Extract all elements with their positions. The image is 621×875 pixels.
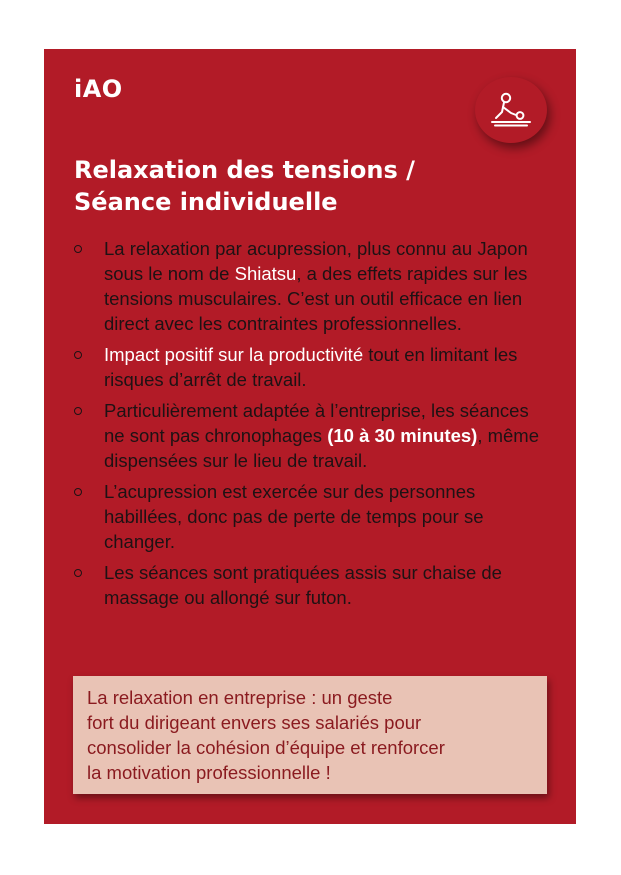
- massage-badge: [475, 77, 547, 143]
- bullet-text: , a des effets rapides sur les tensions musculaires. C’est un outil efficace en lien direct avec les contraintes professionnelles.: [104, 263, 528, 334]
- bullet-icon: [74, 245, 82, 253]
- bullet-icon: [74, 488, 82, 496]
- bullet-text: L’acupression est exercée sur des personnes habillées, donc pas de perte de temps pour se changer.: [104, 481, 484, 552]
- bullet-icon: [74, 351, 82, 359]
- list-item: [74, 342, 544, 392]
- bullet-icon: [74, 569, 82, 577]
- bullet-text: Particulièrement adaptée à l’entreprise, les séances ne sont pas chronophages: [104, 400, 529, 446]
- bullet-text: , même dispensées sur le lieu de travail.: [104, 425, 540, 471]
- list-item: [74, 236, 544, 336]
- benefits-list: [74, 236, 544, 616]
- info-card: [44, 49, 576, 824]
- list-item: [74, 479, 544, 554]
- bullet-text: La relaxation par acupression, plus connu au Japon sous le nom de: [104, 238, 528, 284]
- callout-line: La relaxation en entreprise : un geste: [87, 687, 393, 708]
- page-title: [74, 154, 514, 218]
- list-item: [74, 398, 544, 473]
- title-line-1: Relaxation des tensions /: [74, 156, 415, 184]
- massage-icon: [489, 92, 533, 128]
- bullet-icon: [74, 407, 82, 415]
- brand-logo: iAO: [74, 75, 123, 103]
- callout-box: [73, 676, 547, 794]
- bullet-highlight: Shiatsu: [234, 263, 297, 284]
- callout-text: [87, 685, 542, 785]
- callout-line: fort du dirigeant envers ses salariés pour: [87, 712, 422, 733]
- callout-line: la motivation professionnelle !: [87, 762, 331, 783]
- bullet-highlight: Impact positif sur la productivité: [104, 344, 364, 365]
- bullet-text: tout en limitant les risques d’arrêt de travail.: [104, 344, 518, 390]
- bullet-text: Les séances sont pratiquées assis sur chaise de massage ou allongé sur futon.: [104, 562, 502, 608]
- title-line-2: Séance individuelle: [74, 188, 338, 216]
- callout-line: consolider la cohésion d’équipe et renforcer: [87, 737, 445, 758]
- list-item: [74, 560, 544, 610]
- bullet-highlight: (10 à 30 minutes): [327, 425, 478, 446]
